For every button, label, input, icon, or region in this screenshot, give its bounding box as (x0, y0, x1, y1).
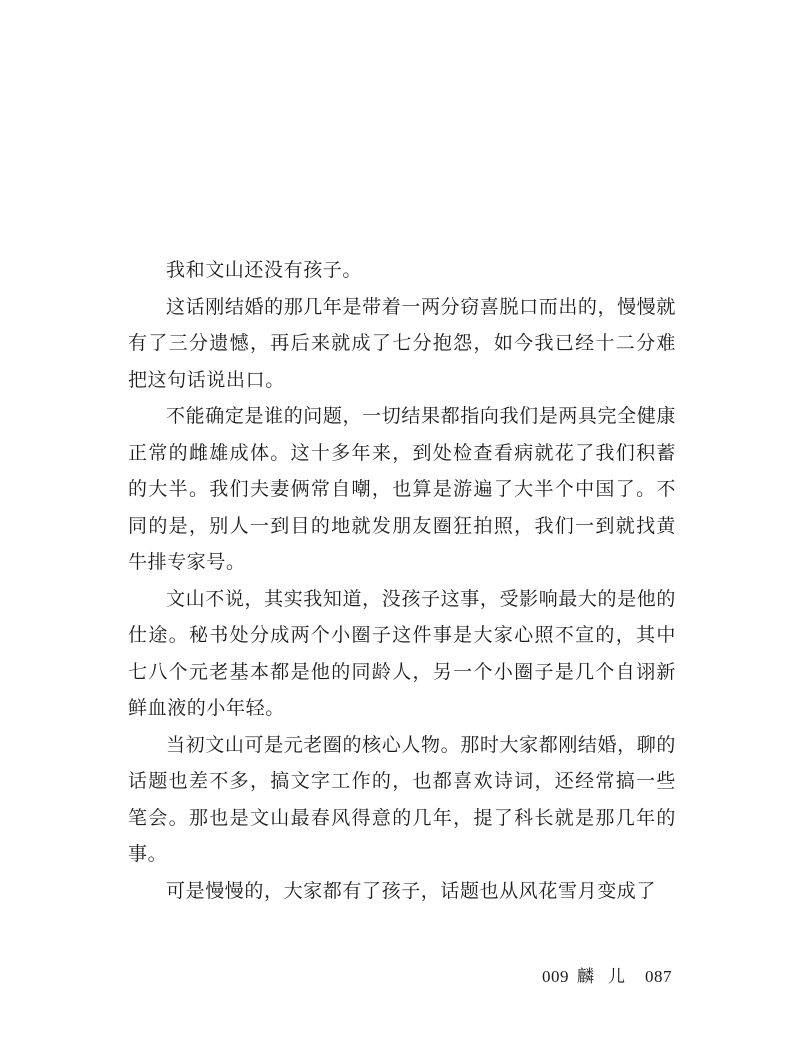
paragraph: 不能确定是谁的问题，一切结果都指向我们是两具完全健康正常的雌雄成体。这十多年来，到处检查看病就花了我们积蓄的大半。我们夫妻俩常自嘲，也算是游遍了大半个中国了。不同的是，别人一到目的地就发朋友圈狂拍照，我们一到就找黄牛排专家号。 (128, 405, 676, 573)
chapter-title: 麟儿 (577, 967, 639, 987)
paragraph: 我和文山还没有孩子。 (166, 259, 363, 281)
body-text (128, 252, 676, 909)
paragraph: 这话刚结婚的那几年是带着一两分窃喜脱口而出的，慢慢就有了三分遗憾，再后来就成了七分抱怨，如今我已经十二分难把这句话说出口。 (128, 295, 676, 391)
page-footer (542, 962, 672, 987)
paragraph: 当初文山可是元老圈的核心人物。那时大家都刚结婚，聊的话题也差不多，搞文字工作的，也都喜欢诗词，还经常搞一些笔会。那也是文山最春风得意的几年，提了科长就是那几年的事。 (128, 733, 676, 865)
chapter-number: 009 (542, 967, 569, 986)
paragraph: 文山不说，其实我知道，没孩子这事，受影响最大的是他的仕途。秘书处分成两个小圈子这件事是大家心照不宣的，其中七八个元老基本都是他的同龄人，另一个小圈子是几个自诩新鲜血液的小年轻。 (128, 587, 676, 719)
paragraph: 可是慢慢的，大家都有了孩子，话题也从风花雪月变成了 (166, 879, 657, 902)
page-number: 087 (645, 967, 672, 986)
